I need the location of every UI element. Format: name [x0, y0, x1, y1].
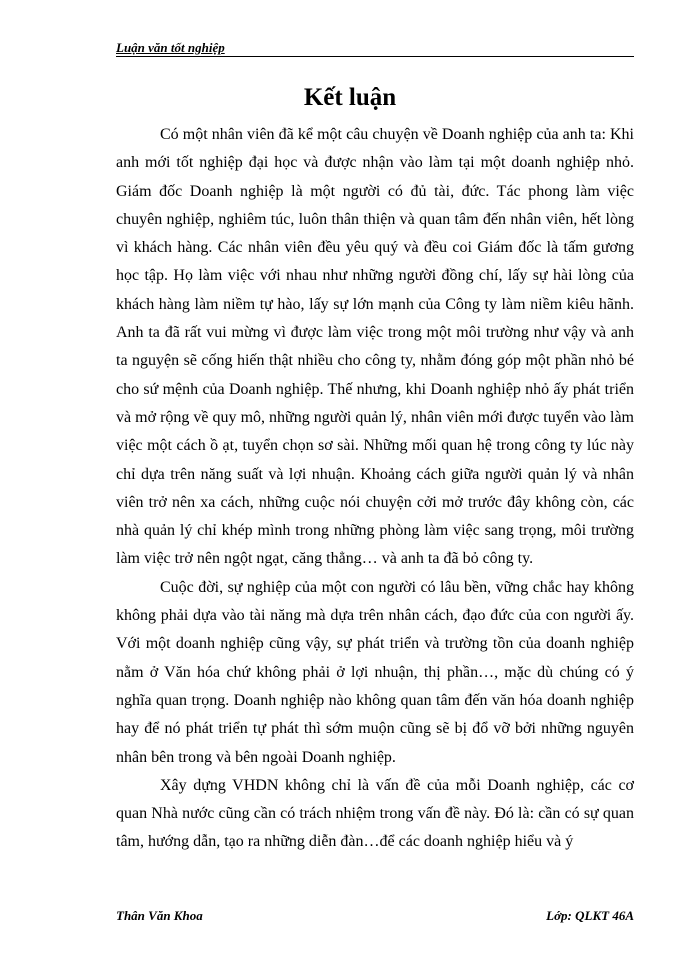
header-rule	[116, 56, 634, 57]
page-title: Kết luận	[303, 84, 397, 111]
footer-author: Thân Văn Khoa	[116, 908, 203, 923]
footer-class: Lớp: QLKT 46A	[546, 908, 634, 923]
body-text	[116, 121, 634, 857]
paragraph-2: Cuộc đời, sự nghiệp của một con người có lâu bền, vững chắc hay không không phải dựa vào tài năng mà dựa trên nhân cách, đạo đức của con người ấy. Với một doanh nghiệp cũng vậy, sự phát triển và trường tồn của doanh nghiệp nằm ở Văn hóa chứ không phải ở lợi nhuận, thị phần…, mặc dù chúng có ý nghĩa quan trọng. Doanh nghiệp nào không quan tâm đến văn hóa doanh nghiệp hay để nó phát triển tự phát thì sớm muộn cũng sẽ bị đổ vỡ bởi những nguyên nhân bên trong và bên ngoài Doanh nghiệp.	[116, 578, 634, 766]
paragraph-1: Có một nhân viên đã kể một câu chuyện về Doanh nghiệp của anh ta: Khi anh mới tốt nghiệp đại học và được nhận vào làm tại một doanh nghiệp nhỏ. Giám đốc Doanh nghiệp là một người có đủ tài, đức. Tác phong làm việc chuyên nghiệp, nghiêm túc, luôn thân thiện và quan tâm đến nhân viên, hết lòng vì khách hàng. Các nhân viên đều yêu quý và đều coi Giám đốc là tấm gương học tập. Họ làm việc với nhau như những người đồng chí, lấy sự hài lòng của khách hàng làm niềm tự hào, lấy sự lớn mạnh của Công ty làm niềm kiêu hãnh. Anh ta đã rất vui mừng vì được làm việc trong một môi trường như vậy và anh ta nguyện sẽ cống hiến thật nhiều cho công ty, nhằm đóng góp một phần nhỏ bé cho sứ mệnh của Doanh nghiệp. Thế nhưng, khi Doanh nghiệp nhỏ ấy phát triển và mở rộng về quy mô, những người quản lý, nhân viên mới được tuyển vào làm việc một cách ồ ạt, tuyển chọn sơ sài. Những mối quan hệ trong công ty lúc này chỉ dựa trên năng suất và lợi nhuận. Khoảng cách giữa người quản lý và nhân viên trở nên xa cách, những cuộc nói chuyện cởi mở trước đây không còn, các nhà quản lý chỉ khép mình trong những phòng làm việc sang trọng, môi trường làm việc trở nên ngột ngạt, căng thẳng… và anh ta đã bỏ công ty.	[116, 126, 634, 568]
running-header: Luận văn tốt nghiệp	[116, 40, 225, 55]
paragraph-3: Xây dựng VHDN không chỉ là vấn đề của mỗi Doanh nghiệp, các cơ quan Nhà nước cũng cần có trách nhiệm trong vấn đề này. Đó là: cần có sự quan tâm, hướng dẫn, tạo ra những diễn đàn…để các doanh nghiệp hiểu và ý	[116, 776, 634, 851]
